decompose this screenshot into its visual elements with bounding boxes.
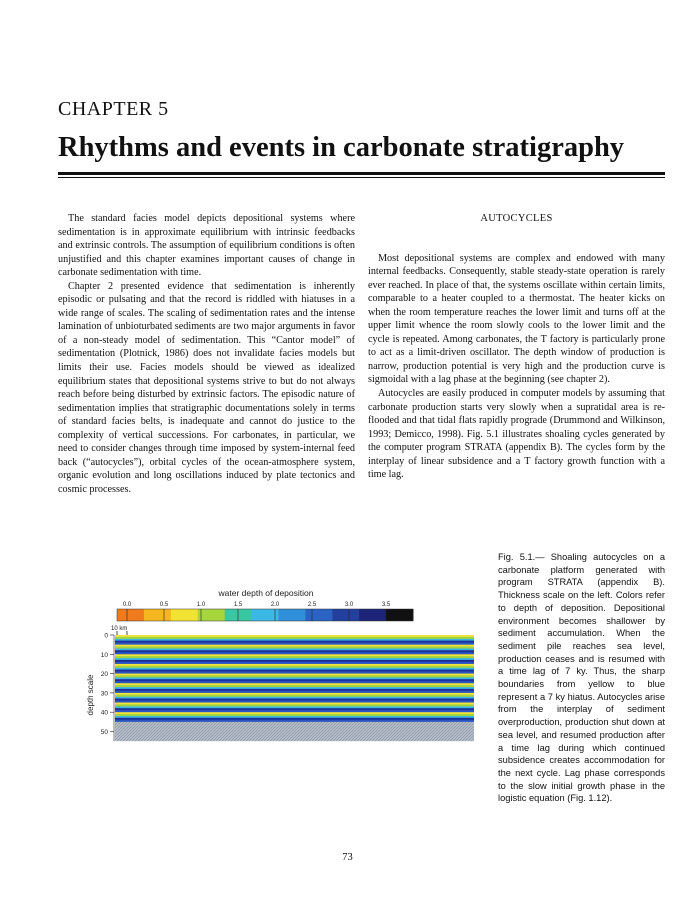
- y-axis-label: depth scale: [86, 674, 95, 716]
- right-column: [368, 212, 665, 482]
- facies-band: [115, 649, 474, 651]
- y-tick-label: 20: [100, 671, 108, 679]
- facies-band: [115, 656, 474, 658]
- facies-band: [115, 672, 474, 674]
- facies-band: [115, 701, 474, 703]
- colorbar-segment: [225, 609, 252, 621]
- facies-band: [115, 646, 474, 648]
- colorbar-segment: [171, 609, 198, 621]
- y-axis: [101, 633, 114, 742]
- colorbar-tick-label: 1.5: [233, 602, 243, 608]
- facies-band: [115, 710, 474, 712]
- colorbar-segment: [278, 609, 305, 621]
- colorbar-segment: [386, 609, 413, 621]
- y-tick-label: 30: [100, 690, 108, 698]
- facies-band: [115, 635, 474, 637]
- chapter-title: Rhythms and events in carbonate stratigraphy: [58, 132, 625, 163]
- facies-band: [115, 674, 474, 676]
- colorbar-tick-label: 2.5: [307, 602, 317, 608]
- facies-band: [115, 677, 474, 679]
- facies-band: [115, 637, 474, 639]
- facies-band: [115, 687, 474, 689]
- chapter-label: CHAPTER 5: [58, 98, 169, 120]
- y-tick-label: 10: [100, 651, 108, 659]
- facies-band: [115, 658, 474, 660]
- facies-band: [115, 718, 474, 720]
- facies-band: [115, 703, 474, 705]
- y-tick-label: 0: [104, 632, 108, 640]
- scale-bar-label: 10 km: [111, 626, 128, 632]
- colorbar-segment: [305, 609, 332, 621]
- facies-band: [115, 681, 474, 683]
- facies-band: [115, 660, 474, 662]
- facies-band: [115, 685, 474, 687]
- facies-band: [115, 666, 474, 668]
- y-tick-label: 40: [100, 709, 108, 717]
- facies-band: [115, 662, 474, 664]
- colorbar-tick-labels: [123, 602, 391, 608]
- facies-band: [115, 650, 474, 652]
- y-tick-label: 50: [100, 729, 108, 736]
- page-number: 73: [342, 852, 353, 863]
- colorbar-segment: [117, 609, 144, 621]
- facies-band: [115, 712, 474, 714]
- colorbar-tick-label: 3.0: [344, 602, 354, 608]
- facies-band: [115, 683, 474, 685]
- facies-band: [115, 639, 474, 641]
- paragraph: The standard facies model depicts depositional systems where sedimentation is in approximate equilibrium with intrinsic feedbacks and extrinsic controls. The assumption of equilibrium conditions is often unjustified and this chapter examines important causes of change in carbonate sedimentation with time.: [58, 213, 355, 279]
- facies-band: [115, 708, 474, 710]
- facies-band: [115, 668, 474, 670]
- facies-band: [115, 691, 474, 693]
- colorbar: [117, 609, 414, 621]
- facies-band: [115, 645, 474, 647]
- facies-band: [115, 654, 474, 656]
- figure-5-1: [84, 585, 476, 765]
- facies-band: [115, 689, 474, 691]
- facies-band: [115, 664, 474, 666]
- facies-band: [115, 704, 474, 706]
- paragraph: Autocycles are easily produced in computer models by assuming that carbonate production starts very slowly when a supratidal area is re-flooded and that tidal flats rapidly prograde (Drummond and Wilkinson, 1993; Demicco, 1998). Fig. 5.1 illustrates shoaling cycles generated by the computer program STRATA (appendix B). The cycles form by the interplay of linear subsidence and a T factory growth function with a time lag.: [368, 388, 665, 481]
- colorbar-segment: [198, 609, 225, 621]
- facies-band: [115, 716, 474, 718]
- substrate: [115, 722, 474, 741]
- colorbar-tick-label: 1.0: [196, 602, 206, 608]
- stratigraphic-section: [115, 635, 474, 741]
- facies-band: [115, 675, 474, 677]
- colorbar-title: water depth of deposition: [218, 588, 314, 598]
- colorbar-segment: [144, 609, 171, 621]
- colorbar-tick-label: 2.0: [270, 602, 280, 608]
- paragraph: Most depositional systems are complex and endowed with many internal feedbacks. Consequently, stable steady-state operation is rarely ever reached. In place of that, the systems oscillate within certain limits, comparable to a heater coupled to a thermostat. The heater kicks on when the room temperature reaches the lower limit and turns off at the upper limit whence the room slowly cools to the lower limit and the cycle is repeated. Among carbonates, the T factory is particularly prone to act as a limit-driven oscillator. The depth window of production is narrow, production potential is very high and the production curve is sigmoidal with a lag phase at the beginning (see chapter 2).: [368, 252, 665, 386]
- facies-band: [115, 706, 474, 708]
- colorbar-segment: [359, 609, 386, 621]
- paragraph: Chapter 2 presented evidence that sedimentation is inherently episodic or pulsating and that the record is riddled with hiatuses in a wide range of scales. The scaling of sedimentation rates and the intense lamination of unbioturbated sediments are two major arguments in favor of a non-steady model of sedimentation. This “Cantor model” of sedimentation (Plotnick, 1986) does not invalidate facies models but limits their use. Facies models should be viewed as idealized equilibrium states that depositional systems strive to but do not always reach before being disturbed by extrinsic factors. The episodic nature of sedimentation implies that stratigraphic documentations solely in terms of standard facies belts, is inadequate and cannot do justice to the complexity of vertical successions. For carbonates, in particular, we need to consider changes through time imposed by system-internal feed back (“autocycles”), orbital cycles of the ocean-atmosphere system, organic evolution and long oscillations induced by plate tectonics and cosmic processes.: [58, 280, 355, 495]
- title-rule-thin: [58, 177, 665, 178]
- figure-caption: Fig. 5.1.— Shoaling autocycles on a carbonate platform generated with program STRATA (appendix B). Thickness scale on the left. Colors refer to depth of deposition. Depositional environment becomes shallower by sediment accumulation. When the sediment pile reaches sea level, production ceases and is resumed with a time lag of 7 ky. Thus, the sharp boundaries from yellow to blue represent a 7 ky hiatus. Autocycles arise from the interplay of sediment overproduction, production shut down at sea level, and resumed production after a time lag during which continued subsidence creates accommodation for the next cycle. Lag phase corresponds to the slow initial growth phase in the logistic equation (Fig. 1.12).: [498, 552, 665, 804]
- facies-band: [115, 720, 474, 722]
- left-column: [58, 212, 355, 496]
- facies-band: [115, 641, 474, 643]
- facies-band: [115, 693, 474, 695]
- colorbar-tick-label: 3.5: [381, 602, 391, 608]
- colorbar-tick-label: 0.5: [159, 602, 169, 608]
- section-heading: AUTOCYCLES: [480, 213, 553, 224]
- title-rule-thick: [58, 172, 665, 175]
- facies-band: [115, 670, 474, 672]
- facies-band: [115, 695, 474, 697]
- facies-band: [115, 698, 474, 700]
- colorbar-tick-label: 0.0: [122, 602, 132, 608]
- colorbar-segment: [332, 609, 359, 621]
- facies-band: [115, 679, 474, 681]
- facies-band: [115, 652, 474, 654]
- facies-band: [115, 643, 474, 645]
- facies-band: [115, 697, 474, 699]
- facies-band: [115, 714, 474, 716]
